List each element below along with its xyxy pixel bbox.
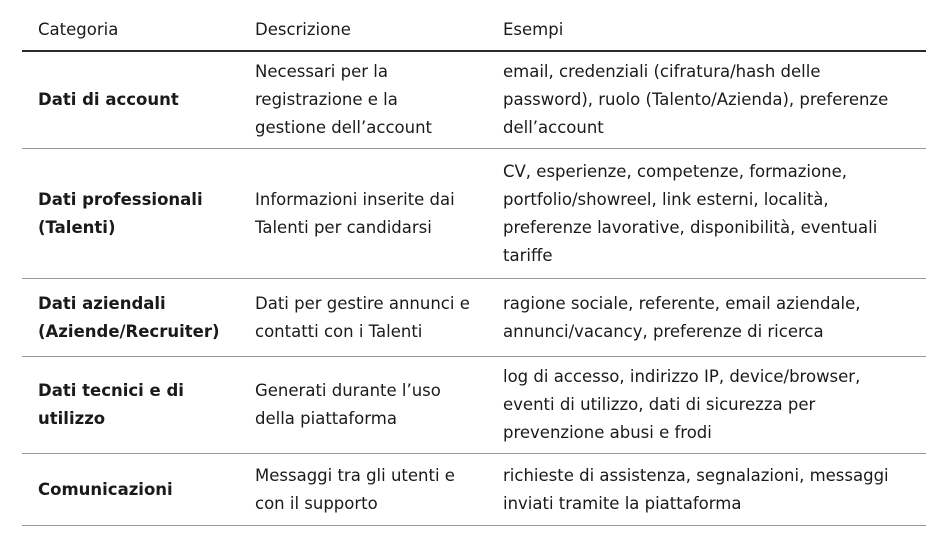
data-categories-table	[22, 10, 926, 526]
table-row	[22, 149, 926, 279]
table-row	[22, 357, 926, 454]
table-header-row	[22, 10, 926, 51]
row-examples: email, credenziali (cifratura/hash delle password), ruolo (Talento/Azienda), preferenze dell’account	[487, 51, 926, 149]
row-category: Dati di account	[22, 51, 239, 149]
row-description: Informazioni inserite dai Talenti per candidarsi	[239, 149, 487, 279]
table-row	[22, 454, 926, 526]
header-esempi: Esempi	[487, 10, 926, 51]
row-category: Dati aziendali (Aziende/Recruiter)	[22, 279, 239, 357]
row-category: Dati tecnici e di utilizzo	[22, 357, 239, 454]
row-examples: ragione sociale, referente, email aziendale, annunci/vacancy, preferenze di ricerca	[487, 279, 926, 357]
table-row	[22, 51, 926, 149]
header-descrizione: Descrizione	[239, 10, 487, 51]
row-examples: CV, esperienze, competenze, formazione, portfolio/showreel, link esterni, località, preferenze lavorative, disponibilità, eventuali tariffe	[487, 149, 926, 279]
row-category: Comunicazioni	[22, 454, 239, 526]
row-description: Dati per gestire annunci e contatti con i Talenti	[239, 279, 487, 357]
row-description: Generati durante l’uso della piattaforma	[239, 357, 487, 454]
row-description: Necessari per la registrazione e la gestione dell’account	[239, 51, 487, 149]
row-category: Dati professionali (Talenti)	[22, 149, 239, 279]
data-categories-table-container	[22, 10, 926, 526]
row-examples: log di accesso, indirizzo IP, device/browser, eventi di utilizzo, dati di sicurezza per prevenzione abusi e frodi	[487, 357, 926, 454]
row-description: Messaggi tra gli utenti e con il supporto	[239, 454, 487, 526]
header-categoria: Categoria	[22, 10, 239, 51]
table-row	[22, 279, 926, 357]
row-examples: richieste di assistenza, segnalazioni, messaggi inviati tramite la piattaforma	[487, 454, 926, 526]
